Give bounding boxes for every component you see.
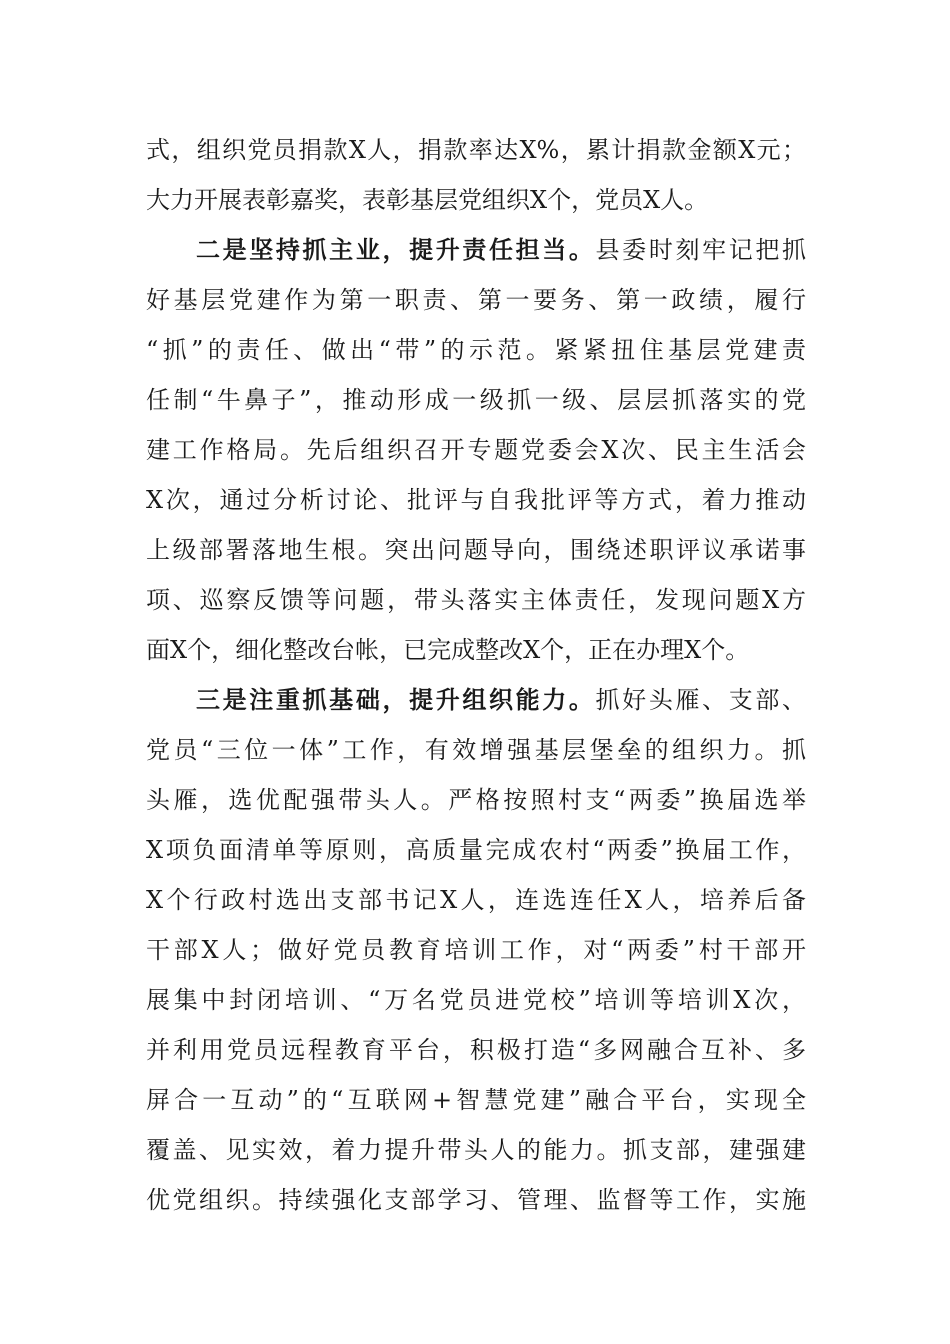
text-line-20: 屏合一互动”的“互联网+智慧党建”融合平台，实现全 [146,1086,806,1114]
text-line-18: 展集中封闭培训、“万名党员进党校”培训等培训X次， [146,986,806,1014]
text-line-4: 好基层党建作为第一职责、第一要务、第一政绩，履行 [146,286,806,314]
text-line-17: 干部X人；做好党员教育培训工作，对“两委”村干部开 [146,936,806,964]
text-line-15: X项负面清单等原则，高质量完成农村“两委”换届工作， [146,836,806,864]
text-line-21: 覆盖、见实效，着力提升带头人的能力。抓支部，建强建 [146,1136,806,1164]
paragraph-2-heading: 二是坚持抓主业，提升责任担当。 [196,235,596,264]
text-line-2: 大力开展表彰嘉奖，表彰基层党组织X个，党员X人。 [146,186,709,214]
paragraph-3-first-line [196,680,806,720]
text-line-14: 头雁，选优配强带头人。严格按照村支“两委”换届选举 [146,786,806,814]
text-line-5: “抓”的责任、做出“带”的示范。紧紧扭住基层党建责 [146,336,806,364]
text-line-22: 优党组织。持续强化支部学习、管理、监督等工作，实施 [146,1186,806,1214]
text-line-1: 式，组织党员捐款X人，捐款率达X%，累计捐款金额X元； [146,136,806,164]
paragraph-2-lead-text: 县委时刻牢记把抓 [595,236,807,264]
paragraph-3-lead-text: 抓好头雁、支部、 [595,686,807,714]
text-line-9: 上级部署落地生根。突出问题导向，围绕述职评议承诺事 [146,536,806,564]
paragraph-3-heading: 三是注重抓基础，提升组织能力。 [196,685,596,714]
text-line-7: 建工作格局。先后组织召开专题党委会X次、民主生活会 [146,436,806,464]
text-line-11: 面X个，细化整改台帐，已完成整改X个，正在办理X个。 [146,636,750,664]
paragraph-2-first-line [196,230,806,270]
text-line-6: 任制“牛鼻子”，推动形成一级抓一级、层层抓落实的党 [146,386,806,414]
text-line-8: X次，通过分析讨论、批评与自我批评等方式，着力推动 [146,486,806,514]
text-line-19: 并利用党员远程教育平台，积极打造“多网融合互补、多 [146,1036,806,1064]
text-line-16: X个行政村选出支部书记X人，连选连任X人，培养后备 [146,886,806,914]
text-line-10: 项、巡察反馈等问题，带头落实主体责任，发现问题X方 [146,586,806,614]
text-line-13: 党员“三位一体”工作，有效增强基层堡垒的组织力。抓 [146,736,806,764]
